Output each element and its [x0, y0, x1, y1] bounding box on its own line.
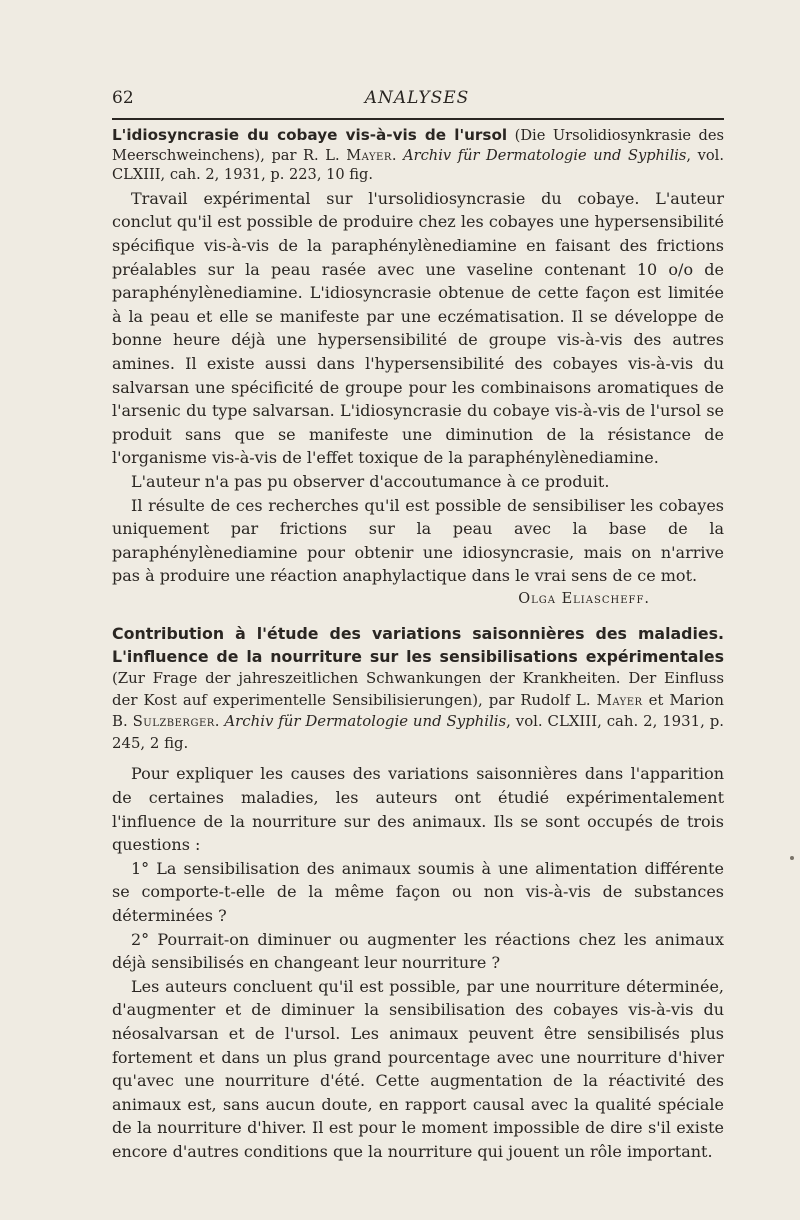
citation-text: (Die Ursolidiosynkrasie des Meerschweinchens), par R. L. [112, 127, 724, 164]
citation-text: , vol. CLXIII, cah. 2, 1931, p. 245, 2 fig. [112, 712, 724, 752]
article-ursol-idiosyncrasy [112, 126, 724, 611]
journal-name: Archiv für Dermatologie und Syphilis [403, 146, 687, 164]
article-title: Contribution à l'étude des variations saisonnières des maladies. L'influence de la nourriture sur les sensibilisations expérimentales [112, 624, 724, 666]
body-paragraph: Travail expérimental sur l'ursolidiosyncrasie du cobaye. L'auteur conclut qu'il est possible de produire chez les cobayes une hypersensibilité spécifique vis-à-vis de la paraphénylènediamine en faisant des frictions préalables sur la peau rasée avec une vaseline contenant 10 o/o de paraphénylènediamine. L'idiosyncrasie obtenue de cette façon est limitée à la peau et elle se manifeste par une eczématisation. Il se développe de bonne heure déjà une hypersensibilité de groupe vis-à-vis des autres amines. Il existe aussi dans l'hypersensibilité des cobayes vis-à-vis du salvarsan une spécificité de groupe pour les combinaisons aromatiques de l'arsenic du type salvarsan. L'idiosyncrasie du cobaye vis-à-vis de l'ursol se produit sans que se manifeste une diminution de la résistance de l'organisme vis-à-vis de l'effet toxique de la paraphénylènediamine. [112, 188, 724, 468]
author-name: Mayer [596, 690, 643, 709]
page-number: 62 [112, 88, 134, 108]
margin-speck [790, 856, 794, 860]
body-paragraph: 2° Pourrait-on diminuer ou augmenter les réactions chez les animaux déjà sensibilisés en changeant leur nourriture ? [112, 929, 724, 973]
body-paragraph: Il résulte de ces recherches qu'il est possible de sensibiliser les cobayes uniquement par frictions sur la peau avec la base de la paraphénylènediamine pour obtenir une idiosyncrasie, mais on n'arrive pas à produire une réaction anaphylactique dans le vrai sens de ce mot. [112, 495, 724, 586]
article-citation [112, 126, 724, 185]
citation-text: et Marion B. [112, 690, 724, 731]
body-paragraph: Les auteurs concluent qu'il est possible, par une nourriture déterminée, d'augmenter et de diminuer la sensibilisation des cobayes vis-à-vis du néosalvarsan et de l'ursol. Les animaux peuvent être sensibilisés plus fortement et dans un plus grand pourcentage avec une nourriture d'hiver qu'avec une nourriture d'été. Cette augmentation de la réactivité des animaux est, sans aucun doute, en rapport causal avec la qualité spéciale de la nourriture d'hiver. Il est pour le moment impossible de dire s'il existe encore d'autres conditions que la nourriture qui jouent un rôle important. [112, 976, 724, 1161]
page-header [112, 88, 722, 114]
body-paragraph: 1° La sensibilisation des animaux soumis à une alimentation différente se comporte-t-elle de la même façon ou non vis-à-vis de substances déterminées ? [112, 858, 724, 926]
citation-text: . [391, 146, 404, 164]
page-content [112, 126, 724, 1164]
body-paragraph: Pour expliquer les causes des variations saisonnières dans l'apparition de certaines maladies, les auteurs ont étudié expérimentalement l'influence de la nourriture sur des animaux. Ils se sont occupés de trois questions : [112, 764, 724, 855]
citation-text: , vol. CLXIII, cah. 2, 1931, p. 223, 10 fig. [112, 146, 724, 184]
running-title: ANALYSES [364, 88, 470, 108]
citation-text: . [214, 712, 225, 731]
author-name: Mayer [346, 146, 392, 164]
author-signature: Olga Eliascheff. [518, 590, 650, 607]
body-paragraph: L'auteur n'a pas pu observer d'accoutumance à ce produit. [131, 471, 610, 491]
header-rule [112, 118, 724, 120]
citation-text: (Zur Frage der jahreszeitlichen Schwankungen der Krankheiten. Der Einfluss der Kost auf experimentelle Sensibilisierungen), par Rudolf L. [112, 669, 724, 709]
author-name: Sulzberger [132, 712, 215, 731]
article-title: L'idiosyncrasie du cobaye vis-à-vis de l'ursol [112, 126, 508, 144]
article-seasonal-variations [112, 623, 724, 1163]
journal-name: Archiv für Dermatologie und Syphilis [224, 712, 507, 731]
article-citation [112, 623, 724, 754]
